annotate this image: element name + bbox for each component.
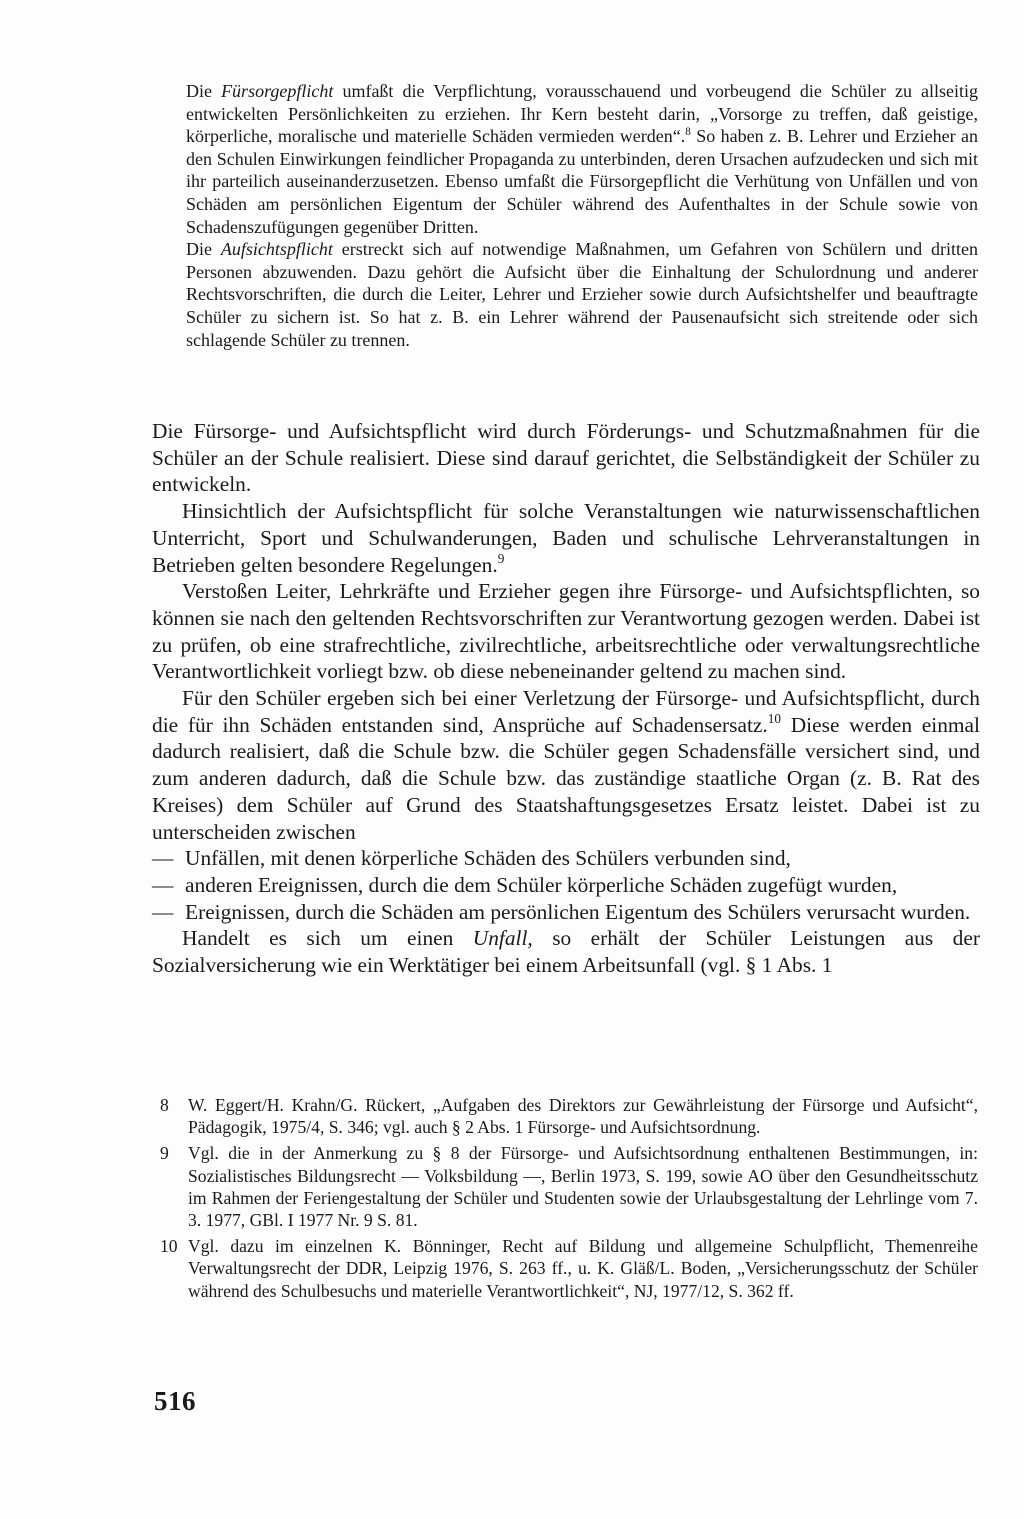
footnote-ref: 8 xyxy=(685,125,691,138)
list-item-text: Ereignissen, durch die Schäden am persönlichen Eigentum des Schülers verursacht wurden. xyxy=(185,899,971,924)
footnote xyxy=(160,1094,978,1138)
text-run: so erhält der Schüler Leistungen aus der Sozialversicherung wie ein Werktätiger bei einem Arbeitsunfall (vgl. § 1 Abs. 1 xyxy=(152,926,980,978)
footnote-number: 9 xyxy=(160,1143,169,1164)
list-item-text: Unfällen, mit denen körperliche Schäden des Schülers verbunden sind, xyxy=(185,846,791,871)
text-run: Die xyxy=(186,239,221,260)
list-item xyxy=(152,845,980,872)
body-paragraph: Verstoßen Leiter, Lehrkräfte und Erzieher gegen ihre Fürsorge- und Aufsichtspflichten, so können sie nach den geltenden Rechtsvorschriften zur Verantwortung gezogen werden. Dabei ist zu prüfen, ob eine strafrechtliche, zivilrechtliche, arbeitsrechtliche oder verwaltungsrechtliche Verantwortlichkeit vorliegt bzw. ob diese nebeneinander geltend zu machen sind. xyxy=(152,579,980,684)
aufsichtspflicht-paragraph xyxy=(186,238,978,351)
body-paragraph xyxy=(152,685,980,845)
footnote-ref: 10 xyxy=(767,710,782,726)
text-run: Diese werden einmal dadurch realisiert, daß die Schule bzw. die Schüler gegen Schadensfälle versichert sind, und zum anderen dadurch, daß die Schule bzw. das zuständige staatliche Organ (z. B. Rat des Kreises) dem Schüler auf Grund des Staatshaftungsgesetzes Ersatz leistet. Dabei ist zu unterscheiden zwischen xyxy=(152,712,980,844)
footnote-text: W. Eggert/H. Krahn/G. Rückert, „Aufgaben des Direktors zur Gewährleistung der Fürsorge und Aufsicht“, Pädagogik, 1975/4, S. 346; vgl. auch § 2 Abs. 1 Fürsorge- und Aufsichtsordnung. xyxy=(188,1095,978,1138)
text-run: Die xyxy=(186,81,222,101)
list-item-text: anderen Ereignissen, durch die dem Schüler körperliche Schäden zugefügt wurden, xyxy=(185,872,898,897)
emphasized-term: Unfall, xyxy=(472,926,533,951)
footnote-text: Vgl. die in der Anmerkung zu § 8 der Fürsorge- und Aufsichtsordnung enthaltenen Bestimmungen, in: Sozialistisches Bildungsrecht — Volksbildung —, Berlin 1973, S. 199, sowie AO über den Gesundheitsschutz im Rahmen der Feriengestaltung der Schüler und Studenten sowie der Urlaubsgestaltung der Lehrlinge vom 7. 3. 1977, GBl. I 1977 Nr. 9 S. 81. xyxy=(188,1143,978,1231)
footnotes xyxy=(160,1094,978,1306)
text-run: umfaßt die Verpflichtung, vorausschauend und vorbeugend die Schüler zu allseitig entwickelten Persönlichkeiten zu erziehen. Ihr Kern besteht darin, „Vorsorge zu treffen, daß geistige, körperliche, moralische und materielle Schäden vermieden werden“. xyxy=(186,81,978,147)
footnote-text: Vgl. dazu im einzelnen K. Bönninger, Recht auf Bildung und allgemeine Schulpflicht, Themenreihe Verwaltungsrecht der DDR, Leipzig 1976, S. 263 ff., u. K. Gläß/L. Boden, „Versicherungsschutz der Schüler während des Schulbesuchs und materielle Verantwortlichkeit“, NJ, 1977/12, S. 362 ff. xyxy=(188,1236,978,1301)
footnote-number: 8 xyxy=(160,1095,169,1115)
footnote xyxy=(160,1235,978,1302)
page-number: 516 xyxy=(154,1386,196,1416)
text-run: erstreckt sich auf notwendige Maßnahmen, um Gefahren von Schülern und dritten Personen abzuwenden. Dazu gehört die Aufsicht über die Einhaltung der Schulordnung und anderer Rechtsvorschriften, die durch die Leiter, Lehrer und Erzieher sowie durch Aufsichtshelfer und beauftragte Schüler zu sichern ist. So hat z. B. ein Lehrer während der Pausenaufsicht sich streitende oder sich schlagende Schüler zu trennen. xyxy=(186,239,978,350)
footnote-ref: 9 xyxy=(497,550,505,566)
list-item xyxy=(152,872,980,899)
fuersorgepflicht-paragraph xyxy=(186,80,978,238)
dash-marker: — xyxy=(152,899,174,924)
dash-marker: — xyxy=(152,872,174,897)
text-run: Handelt es sich um einen xyxy=(182,926,473,951)
list-item xyxy=(152,899,980,926)
body-paragraph xyxy=(152,498,980,578)
intro-text-block xyxy=(186,80,978,351)
main-body-text xyxy=(152,418,980,979)
dash-marker: — xyxy=(152,846,174,871)
footnote-number: 10 xyxy=(160,1236,178,1257)
emphasized-term: Aufsichtspflicht xyxy=(220,239,333,260)
footnote xyxy=(160,1142,978,1231)
body-paragraph xyxy=(152,925,980,978)
dash-list xyxy=(152,845,980,925)
body-paragraph: Die Fürsorge- und Aufsichtspflicht wird durch Förderungs- und Schutzmaßnahmen für die Schüler an der Schule realisiert. Diese sind darauf gerichtet, die Selbständigkeit der Schüler zu entwickeln. xyxy=(152,419,980,497)
text-run: So haben z. B. Lehrer und Erzieher an den Schulen Einwirkungen feindlicher Propaganda zu unterbinden, deren Ursachen aufzudecken und sich mit ihr parteilich auseinanderzusetzen. Ebenso umfaßt die Fürsorgepflicht die Verhütung von Unfällen und von Schäden am persönlichen Eigentum der Schüler während des Aufenthaltes in der Schule sowie von Schadenszufügungen gegenüber Dritten. xyxy=(186,126,978,237)
text-run: Für den Schüler ergeben sich bei einer Verletzung der Fürsorge- und Aufsichtspflicht, durch die für ihn Schäden entstanden sind, Ansprüche auf Schadensersatz. xyxy=(152,686,980,737)
text-run: Hinsichtlich der Aufsichtspflicht für solche Veranstaltungen wie naturwissenschaftlichen Unterricht, Sport und Schulwanderungen, Baden und schulische Lehrveranstaltungen in Betrieben gelten besondere Regelungen. xyxy=(152,499,980,577)
emphasized-term: Fürsorgepflicht xyxy=(221,81,334,101)
